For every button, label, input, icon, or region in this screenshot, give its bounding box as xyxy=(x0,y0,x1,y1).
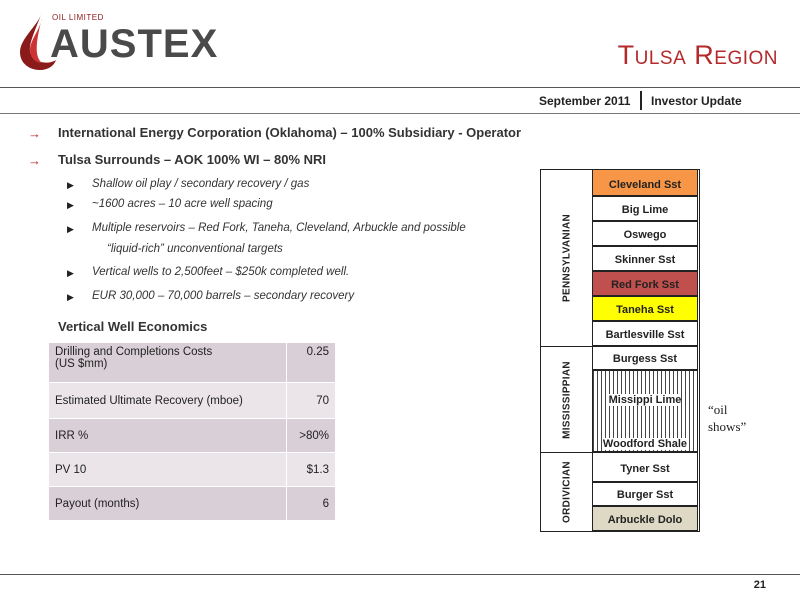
table-row xyxy=(49,343,336,383)
table-row xyxy=(49,453,336,487)
bullet-1 xyxy=(28,125,41,143)
table-cell-value: $1.3 xyxy=(287,453,336,487)
triangle-bullet-icon: ▶ xyxy=(67,292,74,302)
bullet-2-text: Tulsa Surrounds – AOK 100% WI – 80% NRI xyxy=(58,152,327,167)
table-row xyxy=(49,383,336,419)
logo-subtitle: OIL LIMITED xyxy=(52,13,104,22)
triangle-bullet-icon: ▶ xyxy=(67,180,74,190)
arrow-icon: → xyxy=(28,126,41,141)
arrow-icon: → xyxy=(28,153,41,168)
layer-label: Missippi Lime xyxy=(608,394,682,406)
annotation-line-2: shows” xyxy=(708,419,747,434)
layer-big-lime: Big Lime xyxy=(592,196,698,221)
sub-bullet-3: Multiple reservoirs – Red Fork, Taneha, Cleveland, Arbuckle and possible xyxy=(92,222,466,234)
triangle-bullet-icon: ▶ xyxy=(67,224,74,234)
page-title: Tulsa Region xyxy=(617,40,778,70)
era-pennsylvanian xyxy=(540,169,593,347)
era-label: ORDIVICIAN xyxy=(561,461,572,523)
layer-taneha-sst: Taneha Sst xyxy=(592,296,698,321)
sub-bullet-5: EUR 30,000 – 70,000 barrels – secondary recovery xyxy=(92,290,355,302)
row-label: Drilling and Completions Costs xyxy=(55,346,213,358)
header-separator xyxy=(640,91,642,110)
layer-bartlesville-sst: Bartlesville Sst xyxy=(592,321,698,346)
header-subtitle: Investor Update xyxy=(651,94,742,108)
sub-bullet-4: Vertical wells to 2,500feet – $250k completed well. xyxy=(92,266,350,278)
page-number: 21 xyxy=(753,579,766,591)
table-cell-label: IRR % xyxy=(49,419,287,453)
era-mississippian xyxy=(540,346,593,453)
layer-skinner-sst: Skinner Sst xyxy=(592,246,698,271)
bullet-2 xyxy=(28,152,41,170)
layer-burgess-sst: Burgess Sst xyxy=(592,346,698,370)
era-label: PENNSYLVANIAN xyxy=(561,214,572,302)
footer-divider xyxy=(0,574,800,575)
layer-label: Woodford Shale xyxy=(602,438,688,450)
layer-arbuckle-dolo: Arbuckle Dolo xyxy=(592,506,698,531)
table-cell-value: 6 xyxy=(287,487,336,521)
triangle-bullet-icon: ▶ xyxy=(67,200,74,210)
table-cell-label xyxy=(49,343,287,383)
layer-oswego: Oswego xyxy=(592,221,698,246)
sub-bullet-3-continuation: “liquid-rich” unconventional targets xyxy=(107,243,283,255)
logo-wordmark: AUSTEX xyxy=(50,22,219,66)
table-cell-label: PV 10 xyxy=(49,453,287,487)
table-cell-value: 70 xyxy=(287,383,336,419)
layer-missippi-lime xyxy=(592,370,698,430)
layer-tyner-sst: Tyner Sst xyxy=(592,452,698,482)
era-ordivician xyxy=(540,452,593,532)
sub-bullet-1: Shallow oil play / secondary recovery / gas xyxy=(92,178,310,190)
economics-table xyxy=(48,342,336,521)
table-cell-value: 0.25 xyxy=(287,343,336,383)
subheader-divider xyxy=(0,113,800,114)
row-label-line2: (US $mm) xyxy=(55,358,108,370)
layer-woodford-shale xyxy=(592,430,698,452)
layer-cleveland-sst: Cleveland Sst xyxy=(592,169,698,196)
annotation-line-1: “oil xyxy=(708,402,728,417)
header-date: September 2011 xyxy=(539,94,631,108)
table-row xyxy=(49,419,336,453)
bullet-1-text: International Energy Corporation (Oklahoma) – 100% Subsidiary - Operator xyxy=(58,125,522,140)
era-label: MISSISSIPPIAN xyxy=(561,360,572,439)
table-cell-label: Payout (months) xyxy=(49,487,287,521)
economics-title: Vertical Well Economics xyxy=(58,319,208,334)
layer-red-fork-sst: Red Fork Sst xyxy=(592,271,698,296)
triangle-bullet-icon: ▶ xyxy=(67,268,74,278)
layer-burger-sst: Burger Sst xyxy=(592,482,698,506)
sub-bullet-2: ~1600 acres – 10 acre well spacing xyxy=(92,198,273,210)
table-cell-label: Estimated Ultimate Recovery (mboe) xyxy=(49,383,287,419)
table-row xyxy=(49,487,336,521)
oil-shows-annotation xyxy=(708,401,746,435)
header-divider xyxy=(0,87,800,88)
table-cell-value: >80% xyxy=(287,419,336,453)
